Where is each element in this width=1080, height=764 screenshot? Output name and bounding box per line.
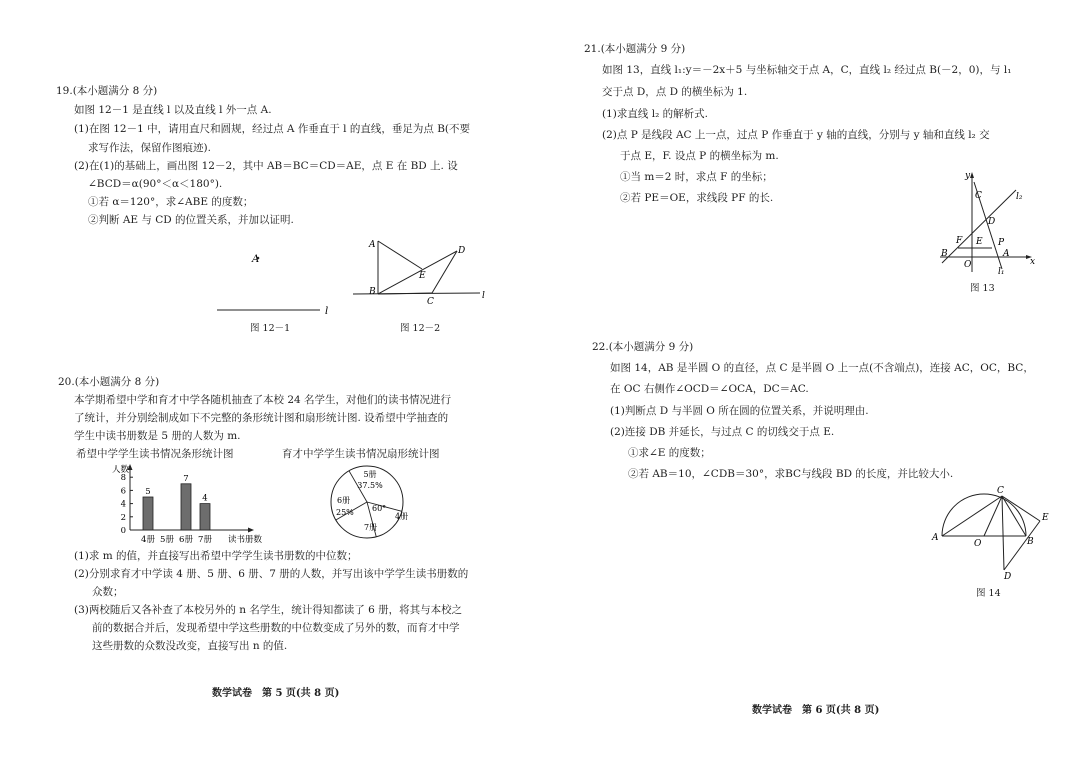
segment-ae bbox=[378, 241, 422, 269]
segment-cd bbox=[1002, 496, 1004, 570]
label-b: B bbox=[1027, 537, 1034, 547]
figure-12-2-caption: 图 12－2 bbox=[400, 323, 441, 334]
q19-line-6: ①若 α＝120°，求∠ABE 的度数； bbox=[88, 196, 254, 208]
label-y: y bbox=[965, 171, 971, 181]
q19-line-2: (1)在图 12－1 中，请用直尺和圆规，经过点 A 作垂直于 l 的直线，垂足为点 B(不要 bbox=[74, 123, 471, 135]
footer-left: 数学试卷 第 5 页(共 8 页) bbox=[212, 688, 340, 699]
pie-label-4: 4册 bbox=[395, 512, 409, 521]
figure-14-caption: 图 14 bbox=[976, 588, 1001, 599]
q21-line-2: 交于点 D，点 D 的横坐标为 1. bbox=[602, 86, 748, 98]
label-d: D bbox=[988, 217, 996, 227]
q20-line-1: 本学期希望中学和育才中学各随机抽查了本校 24 名学生，对他们的读书情况进行 bbox=[74, 394, 452, 406]
y-tick-label: 6 bbox=[120, 486, 126, 497]
figure-12-1 bbox=[205, 240, 345, 322]
bar-value-label: 7 bbox=[183, 473, 189, 484]
q21-line-5: 于点 E，F. 设点 P 的横坐标为 m. bbox=[620, 150, 779, 162]
y-tick-label: 0 bbox=[120, 526, 126, 536]
q20-title: 20.(本小题满分 8 分) bbox=[58, 376, 160, 388]
x-category-label: 5册 bbox=[160, 535, 174, 544]
q20-question-3c: 这些册数的众数没改变，直接写出 n 的值. bbox=[92, 640, 288, 652]
q20-question-2: (2)分别求育才中学读 4 册、5 册、6 册、7 册的人数，并写出该中学学生读书册数的 bbox=[74, 568, 469, 580]
pie-label-7: 7册 bbox=[364, 523, 378, 532]
pie-chart-title: 育才中学学生读书情况扇形统计图 bbox=[282, 448, 440, 460]
label-a: A bbox=[1003, 249, 1010, 259]
label-a: A bbox=[369, 240, 376, 250]
bar-chart bbox=[108, 462, 268, 544]
bar-value-label: 4 bbox=[202, 493, 208, 504]
pie-chart bbox=[320, 463, 415, 541]
label-o: O bbox=[964, 260, 972, 270]
q22-line-2: 在 OC 右侧作∠OCD＝∠OCA，DC＝AC. bbox=[610, 383, 809, 395]
label-c: C bbox=[997, 486, 1004, 496]
figure-12-1-caption: 图 12－1 bbox=[250, 323, 291, 334]
bar-value-label: 5 bbox=[145, 487, 151, 497]
label-e: E bbox=[419, 271, 426, 281]
pie-label-6: 6册 bbox=[337, 496, 351, 505]
x-axis-label: 读书册数 bbox=[228, 535, 263, 544]
label-e: E bbox=[1042, 513, 1049, 523]
bar bbox=[181, 484, 191, 530]
bar-chart-title: 希望中学学生读书情况条形统计图 bbox=[76, 448, 234, 460]
q21-line-1: 如图 13，直线 l₁:y＝－2x＋5 与坐标轴交于点 A，C，直线 l₂ 经过点 B(－2，0)，与 l₁ bbox=[602, 64, 1012, 76]
segment-bd bbox=[378, 251, 457, 294]
q21-line-3: (1)求直线 l₂ 的解析式. bbox=[602, 108, 708, 120]
label-b: B bbox=[369, 287, 376, 297]
segment-de bbox=[1004, 521, 1040, 570]
bar bbox=[200, 504, 210, 530]
figure-12-2 bbox=[350, 232, 495, 312]
q19-line-5: ∠BCD＝α(90°＜α＜180°). bbox=[88, 178, 223, 190]
footer-right: 数学试卷 第 6 页(共 8 页) bbox=[752, 705, 880, 716]
q20-question-3b: 前的数据合并后，发现希望中学这些册数的中位数变成了另外的数，而育才中学 bbox=[92, 622, 460, 634]
q22-line-5: ①求∠E 的度数； bbox=[628, 447, 711, 459]
pie-pct-6: 25% bbox=[336, 508, 354, 517]
label-l1: l₁ bbox=[998, 267, 1005, 277]
figure-13 bbox=[936, 168, 1040, 278]
y-axis-arrow bbox=[970, 172, 974, 178]
pie-angle-label: 60° bbox=[372, 504, 387, 513]
label-b: B bbox=[941, 249, 948, 259]
label-c: C bbox=[427, 297, 434, 307]
line-l-label: l bbox=[325, 306, 329, 317]
q19-line-4: (2)在(1)的基础上，画出图 12－2，其中 AB＝BC＝CD＝AE，点 E 在 BD 上. 设 bbox=[74, 160, 458, 172]
x-category-label: 7册 bbox=[198, 535, 212, 544]
x-axis-arrow bbox=[248, 528, 254, 533]
segment-bc bbox=[1002, 496, 1026, 536]
q19-line-1: 如图 12－1 是直线 l 以及直线 l 外一点 A. bbox=[74, 104, 272, 116]
q21-line-7: ②若 PE＝OE，求线段 PF 的长. bbox=[620, 192, 774, 204]
q22-title: 22.(本小题满分 9 分) bbox=[592, 341, 694, 353]
label-p: P bbox=[998, 238, 1005, 248]
label-x: x bbox=[1030, 257, 1036, 267]
label-o: O bbox=[974, 539, 982, 549]
label-l: l bbox=[482, 291, 485, 301]
pie-label-5: 5册 bbox=[363, 470, 377, 479]
q19-title: 19.(本小题满分 8 分) bbox=[56, 85, 158, 97]
label-d: D bbox=[1004, 572, 1012, 582]
y-tick-label: 2 bbox=[120, 512, 126, 523]
q20-line-2: 了统计，并分别绘制成如下不完整的条形统计图和扇形统计图. 设希望中学抽查的 bbox=[74, 412, 449, 424]
y-tick-label: 8 bbox=[120, 473, 126, 484]
q22-line-4: (2)连接 DB 并延长，与过点 C 的切线交于点 E. bbox=[610, 426, 835, 438]
q21-line-4: (2)点 P 是线段 AC 上一点，过点 P 作垂直于 y 轴的直线，分别与 y 轴和直线 l₂ 交 bbox=[602, 129, 990, 141]
y-tick-label: 4 bbox=[120, 499, 126, 510]
label-c: C bbox=[975, 191, 982, 201]
label-f: F bbox=[956, 236, 963, 246]
point-a-label: A bbox=[252, 254, 260, 265]
label-e: E bbox=[976, 237, 983, 247]
pie-pct-5: 37.5% bbox=[357, 481, 383, 490]
x-category-label: 4册 bbox=[141, 535, 155, 544]
q19-line-3: 求写作法，保留作图痕迹). bbox=[88, 142, 211, 154]
tangent-ce bbox=[1002, 496, 1040, 521]
figure-13-caption: 图 13 bbox=[970, 283, 995, 294]
q20-question-3: (3)两校随后又各补查了本校另外的 n 名学生，统计得知都读了 6 册，将其与本校之 bbox=[74, 604, 463, 616]
q22-line-6: ②若 AB＝10，∠CDB＝30°，求BC与线段 BD 的长度，并比较大小. bbox=[628, 468, 954, 480]
label-l2: l₂ bbox=[1016, 192, 1023, 202]
label-a: A bbox=[932, 533, 939, 543]
q21-title: 21.(本小题满分 9 分) bbox=[584, 43, 686, 55]
q20-question-2b: 众数； bbox=[92, 586, 124, 598]
label-d: D bbox=[458, 246, 466, 256]
q22-line-3: (1)判断点 D 与半圆 O 所在圆的位置关系，并说明理由. bbox=[610, 405, 869, 417]
q22-line-1: 如图 14，AB 是半圆 O 的直径，点 C 是半圆 O 上一点(不含端点)，连接 AC，OC，BC， bbox=[610, 362, 1034, 374]
q20-line-3: 学生中读书册数是 5 册的人数为 m. bbox=[74, 430, 241, 442]
q19-line-7: ②判断 AE 与 CD 的位置关系，并加以证明. bbox=[88, 214, 294, 226]
q20-question-1: (1)求 m 的值，并直接写出希望中学学生读书册数的中位数； bbox=[74, 550, 358, 562]
figure-14 bbox=[928, 484, 1052, 584]
q21-line-6: ①当 m＝2 时，求点 F 的坐标； bbox=[620, 171, 773, 183]
x-category-label: 6册 bbox=[179, 535, 193, 544]
bar bbox=[143, 497, 153, 530]
y-axis-label: 人数 bbox=[112, 465, 130, 475]
